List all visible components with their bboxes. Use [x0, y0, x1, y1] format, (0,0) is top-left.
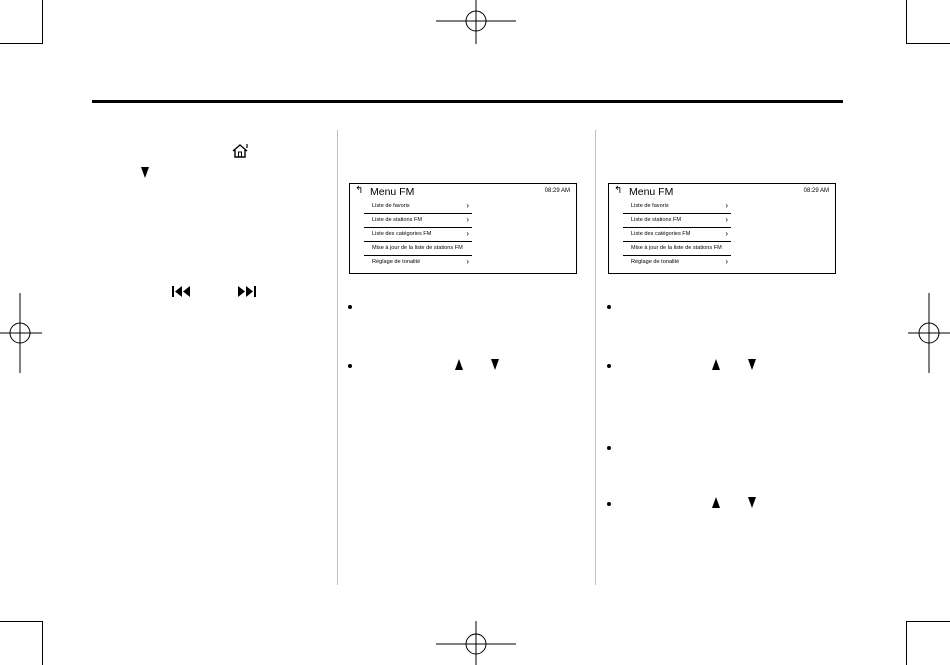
bullet — [607, 446, 611, 450]
crop-mark — [0, 43, 42, 44]
menu-item-label: Réglage de tonalité — [631, 259, 680, 265]
bullet — [348, 305, 352, 309]
column-divider — [337, 130, 338, 585]
back-arrow-icon[interactable]: ↰ — [355, 185, 364, 196]
menu-item-label: Liste de favoris — [372, 203, 410, 209]
bullet — [607, 502, 611, 506]
screen-title: Menu FM — [629, 186, 674, 198]
screen-title: Menu FM — [370, 186, 415, 198]
menu-item-favorites[interactable] — [623, 200, 731, 214]
clock: 08:29 AM — [803, 188, 829, 194]
crop-mark — [0, 621, 42, 622]
menu-item-label: Mise à jour de la liste de stations FM — [372, 245, 463, 251]
registration-mark — [436, 621, 516, 665]
chevron-right-icon: › — [725, 215, 728, 224]
chevron-right-icon: › — [466, 229, 469, 238]
registration-mark — [0, 293, 42, 373]
menu-item-station-list[interactable] — [623, 214, 731, 228]
menu-item-label: Réglage de tonalité — [372, 259, 421, 265]
column-divider — [595, 130, 596, 585]
home-icon — [231, 143, 249, 159]
menu-item-label: Liste des catégories FM — [372, 231, 432, 237]
back-arrow-icon[interactable]: ↰ — [614, 185, 623, 196]
chevron-right-icon: › — [466, 201, 469, 210]
crop-mark — [906, 0, 907, 44]
crop-mark — [906, 43, 950, 44]
fm-menu-screen — [349, 183, 577, 274]
chevron-right-icon: › — [725, 257, 728, 266]
registration-mark — [908, 293, 950, 373]
down-arrow-icon — [748, 359, 756, 370]
down-arrow-icon — [141, 167, 149, 178]
menu-item-categories[interactable] — [623, 228, 731, 242]
menu-item-label: Liste de stations FM — [372, 217, 423, 223]
menu-item-tone-settings[interactable] — [623, 256, 731, 270]
menu-item-favorites[interactable] — [364, 200, 472, 214]
menu-item-label: Liste de favoris — [631, 203, 669, 209]
up-arrow-icon — [712, 497, 720, 508]
seek-back-icon — [172, 285, 192, 298]
registration-mark — [436, 0, 516, 44]
up-arrow-icon — [455, 359, 463, 370]
header-rule — [92, 100, 843, 103]
menu-item-station-list[interactable] — [364, 214, 472, 228]
bullet — [348, 364, 352, 368]
crop-mark — [906, 621, 950, 622]
chevron-right-icon: › — [725, 201, 728, 210]
crop-mark — [42, 0, 43, 44]
menu-item-update-list[interactable] — [364, 242, 472, 256]
down-arrow-icon — [748, 497, 756, 508]
crop-mark — [906, 621, 907, 665]
bullet — [607, 305, 611, 309]
menu-item-categories[interactable] — [364, 228, 472, 242]
seek-forward-icon — [237, 285, 257, 298]
menu-item-update-list[interactable] — [623, 242, 731, 256]
menu-item-label: Liste des catégories FM — [631, 231, 691, 237]
crop-mark — [42, 621, 43, 665]
clock: 08:29 AM — [544, 188, 570, 194]
chevron-right-icon: › — [466, 257, 469, 266]
chevron-right-icon: › — [725, 229, 728, 238]
menu-item-tone-settings[interactable] — [364, 256, 472, 270]
up-arrow-icon — [712, 359, 720, 370]
chevron-right-icon: › — [466, 215, 469, 224]
bullet — [607, 364, 611, 368]
fm-menu-screen — [608, 183, 836, 274]
down-arrow-icon — [491, 359, 499, 370]
menu-item-label: Liste de stations FM — [631, 217, 682, 223]
menu-item-label: Mise à jour de la liste de stations FM — [631, 245, 722, 251]
